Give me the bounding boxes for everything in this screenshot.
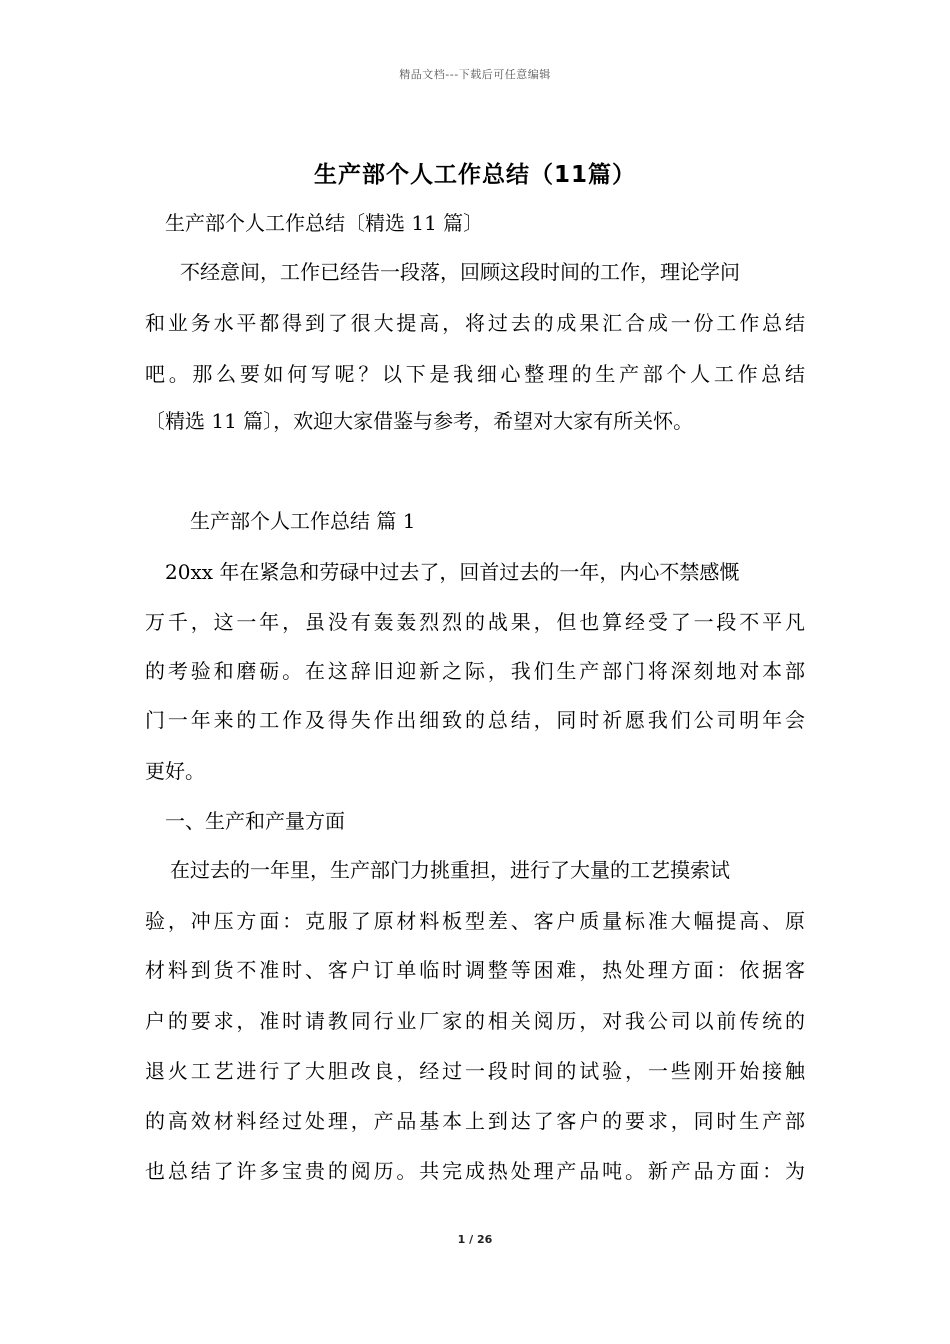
paragraph-line: 万千，这一年，虽没有轰轰烈烈的战果，但也算经受了一段不平凡 bbox=[145, 610, 805, 634]
paragraph-line: 验，冲压方面：克服了原材料板型差、客户质量标准大幅提高、原 bbox=[145, 909, 805, 933]
paragraph-line: 的考验和磨砺。在这辞旧迎新之际，我们生产部门将深刻地对本部 bbox=[145, 659, 805, 683]
page-number: 1 / 26 bbox=[457, 1233, 493, 1246]
intro-line: 和业务水平都得到了很大提高，将过去的成果汇合成一份工作总结 bbox=[145, 311, 805, 335]
paragraph-line: 在过去的一年里，生产部门力挑重担，进行了大量的工艺摸索试 bbox=[170, 858, 730, 882]
paragraph-line: 更好。 bbox=[145, 759, 205, 783]
subtitle: 生产部个人工作总结〔精选 11 篇〕 bbox=[165, 211, 484, 235]
paragraph-line: 户的要求，准时请教同行业厂家的相关阅历，对我公司以前传统的 bbox=[145, 1009, 805, 1033]
document-title: 生产部个人工作总结（11篇） bbox=[313, 162, 636, 188]
paragraph-line: 门一年来的工作及得失作出细致的总结，同时祈愿我们公司明年会 bbox=[145, 708, 805, 732]
intro-line: 不经意间，工作已经告一段落，回顾这段时间的工作，理论学问 bbox=[180, 260, 740, 284]
section-heading: 生产部个人工作总结 篇 1 bbox=[190, 509, 416, 533]
intro-line: 吧。那么要如何写呢？以下是我细心整理的生产部个人工作总结 bbox=[145, 362, 805, 386]
intro-line: 〔精选 11 篇〕，欢迎大家借鉴与参考，希望对大家有所关怀。 bbox=[145, 409, 694, 433]
subsection-heading: 一、生产和产量方面 bbox=[165, 809, 345, 833]
header-note: 精品文档---下载后可任意编辑 bbox=[399, 68, 551, 81]
paragraph-line: 20xx 年在紧急和劳碌中过去了，回首过去的一年，内心不禁感慨 bbox=[165, 560, 740, 584]
paragraph-line: 也总结了许多宝贵的阅历。共完成热处理产品吨。新产品方面：为 bbox=[145, 1159, 805, 1183]
paragraph-line: 退火工艺进行了大胆改良，经过一段时间的试验，一些刚开始接触 bbox=[145, 1059, 805, 1083]
paragraph-line: 的高效材料经过处理，产品基本上到达了客户的要求，同时生产部 bbox=[145, 1109, 805, 1133]
paragraph-line: 材料到货不准时、客户订单临时调整等困难，热处理方面：依据客 bbox=[145, 958, 805, 982]
